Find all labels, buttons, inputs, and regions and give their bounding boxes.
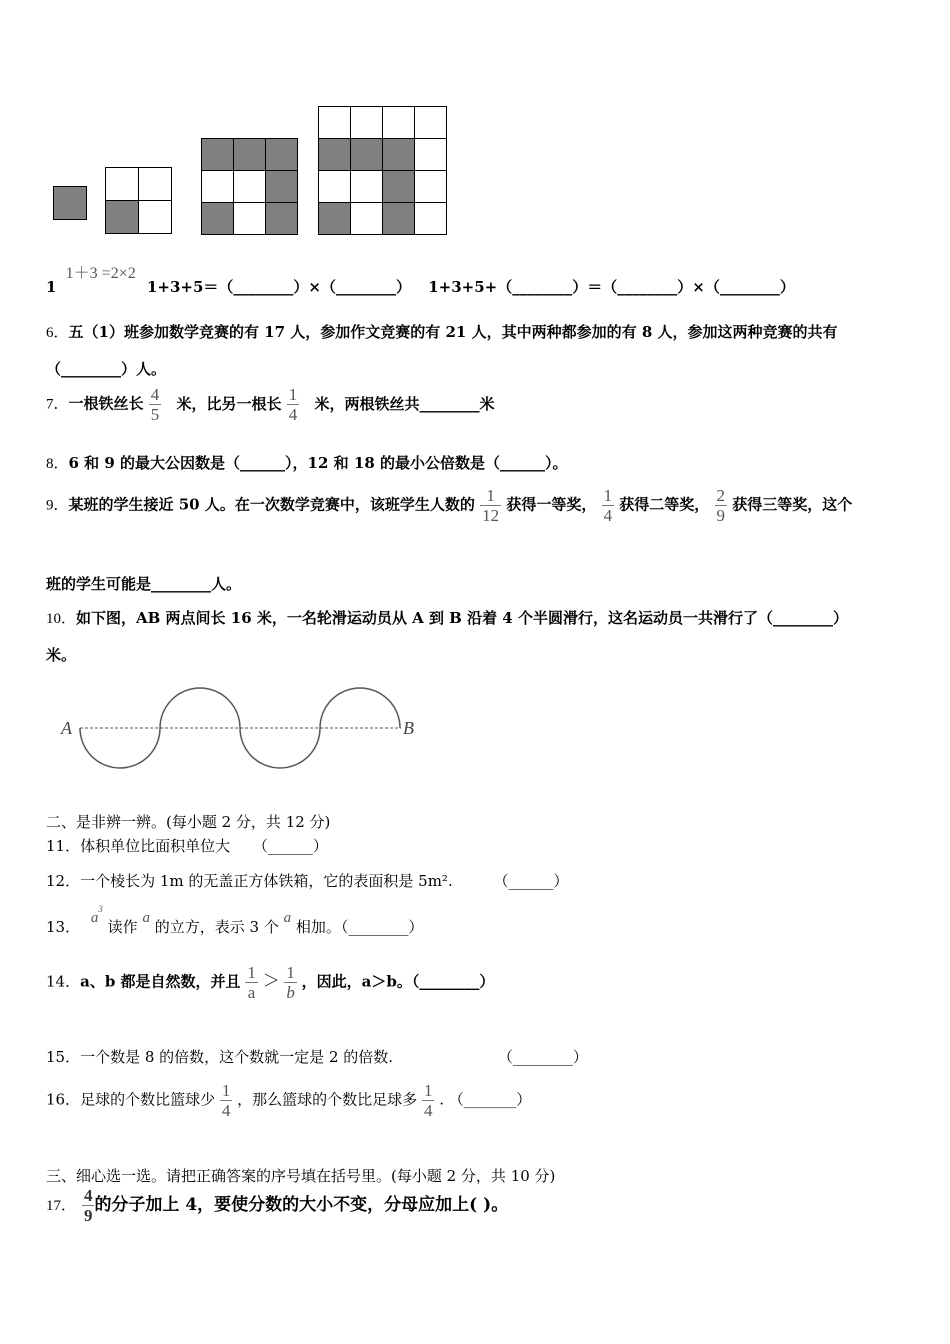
question-10	[46, 607, 848, 628]
question-number: 8．	[46, 456, 69, 472]
pattern-part2: 1+3+5＝（________）×（________）	[146, 278, 411, 296]
point-label-a: A	[61, 718, 72, 738]
answer-blank: （________）人。	[46, 360, 167, 378]
question-number: 9．	[46, 497, 69, 514]
question-11	[46, 835, 328, 856]
grid-1x1	[53, 186, 87, 220]
question-text: 的分子加上 4，要使分数的大小不变，分母应加上( )。	[94, 1195, 509, 1215]
variable-a: a	[142, 910, 150, 926]
question-text: ，那么篮球的个数比足球多	[237, 1090, 418, 1109]
pattern-part3: 1+3+5+（________）＝（________）×（________）	[428, 278, 795, 296]
question-text: 的立方，表示 3 个	[154, 918, 279, 936]
question-9-line2	[46, 573, 241, 594]
fraction: $\frac{1}{4}$	[288, 385, 298, 424]
question-number: 6．	[46, 325, 69, 341]
fraction: $\frac{1}{a}$	[247, 963, 256, 1002]
question-text: 米，比另一根长	[176, 394, 282, 413]
question-9	[46, 487, 852, 524]
question-15	[46, 1046, 588, 1067]
fraction: $\frac{1}{4}$	[603, 486, 613, 525]
question-text: 五（1）班参加数学竞赛的有 17 人，参加作文竞赛的有 21 人，其中两种都参加的有 8 人，参加这两种竞赛的共有	[68, 323, 838, 341]
fraction: $\frac{2}{9}$	[716, 486, 726, 525]
question-text: 足球的个数比篮球少	[80, 1090, 216, 1109]
question-text: 如下图，AB 两点间长 16 米，一名轮滑运动员从 A 到 B 沿着 4 个半圆滑行，这名运动员一共滑行了（________）	[76, 609, 848, 627]
question-number: 16．	[46, 1090, 81, 1109]
answer-blank: （________）	[497, 1048, 588, 1066]
question-16	[46, 1082, 531, 1119]
section-3-title: 三、细心选一选。请把正确答案的序号填在括号里。(每小题 2 分，共 10 分)	[46, 1167, 556, 1185]
question-text: 米，两根铁丝共________米	[314, 394, 495, 413]
fraction: $\frac{1}{4}$	[221, 1081, 231, 1120]
question-number: 12．	[46, 872, 81, 890]
question-number: 17．	[46, 1198, 77, 1214]
question-text: 米。	[46, 646, 77, 664]
variable-a: a	[90, 910, 99, 926]
pattern-formula: 1＋3 =2×2	[65, 265, 136, 282]
fraction: $\frac{1}{12}$	[482, 486, 500, 525]
fraction: $\frac{1}{b}$	[286, 963, 295, 1002]
question-text: 6 和 9 的最大公因数是（______），12 和 18 的最小公倍数是（______）。	[68, 454, 568, 472]
exponent: 3	[98, 904, 103, 914]
question-text: 获得三等奖，这个	[732, 495, 853, 514]
fraction: $\frac{4}{9}$	[83, 1186, 93, 1225]
grid-4x4	[318, 106, 447, 235]
question-7	[46, 386, 495, 423]
question-text: 体积单位比面积单位大	[80, 837, 231, 855]
question-number: 10．	[46, 611, 77, 627]
question-text: 班的学生可能是________人。	[46, 575, 242, 593]
question-text: 相加。（________）	[295, 918, 424, 936]
answer-blank: （______）	[493, 872, 569, 890]
semicircle-4	[320, 688, 400, 728]
question-number: 11．	[46, 837, 81, 855]
answer-blank: （______）	[252, 837, 328, 855]
question-number: 13．	[46, 918, 81, 936]
question-text: 获得二等奖，	[619, 495, 710, 514]
question-17	[46, 1187, 508, 1224]
pattern-prefix: 1	[46, 278, 57, 296]
question-number: 14．	[46, 972, 81, 991]
question-text: ，因此，a＞b。（________）	[301, 972, 495, 991]
question-text: . （_______）	[439, 1090, 532, 1109]
question-text: a、b 都是自然数，并且	[80, 972, 241, 991]
grid-3x3	[201, 138, 298, 235]
question-10-line2	[46, 644, 76, 665]
question-text: 一个数是 8 的倍数，这个数就一定是 2 的倍数.	[80, 1048, 394, 1066]
question-6	[46, 321, 837, 342]
question-number: 15．	[46, 1048, 81, 1066]
question-13	[46, 904, 424, 937]
grid-2x2	[105, 167, 172, 234]
semicircle-3	[240, 728, 320, 768]
question-text: 一个棱长为 1m 的无盖正方体铁箱，它的表面积是 5m².	[80, 872, 453, 890]
question-14	[46, 964, 494, 1001]
question-12	[46, 870, 569, 891]
question-8	[46, 452, 567, 473]
point-label-b: B	[403, 718, 414, 738]
greater-than: ＞	[262, 971, 280, 992]
pattern-line	[46, 262, 795, 296]
semicircle-1	[80, 728, 160, 768]
question-text: 读作	[107, 918, 138, 936]
fraction: $\frac{1}{4}$	[423, 1081, 433, 1120]
semicircle-2	[160, 688, 240, 728]
question-text: 某班的学生接近 50 人。在一次数学竞赛中，该班学生人数的	[68, 495, 475, 514]
question-number: 7．	[46, 396, 69, 413]
question-6-line2	[46, 358, 166, 379]
semicircle-path-figure	[56, 680, 436, 780]
section-2-title: 二、是非辨一辨。(每小题 2 分，共 12 分)	[46, 813, 331, 831]
fraction: $\frac{4}{5}$	[150, 385, 160, 424]
variable-a: a	[283, 910, 292, 926]
question-text: 获得一等奖，	[506, 495, 597, 514]
question-text: 一根铁丝长	[68, 394, 144, 413]
